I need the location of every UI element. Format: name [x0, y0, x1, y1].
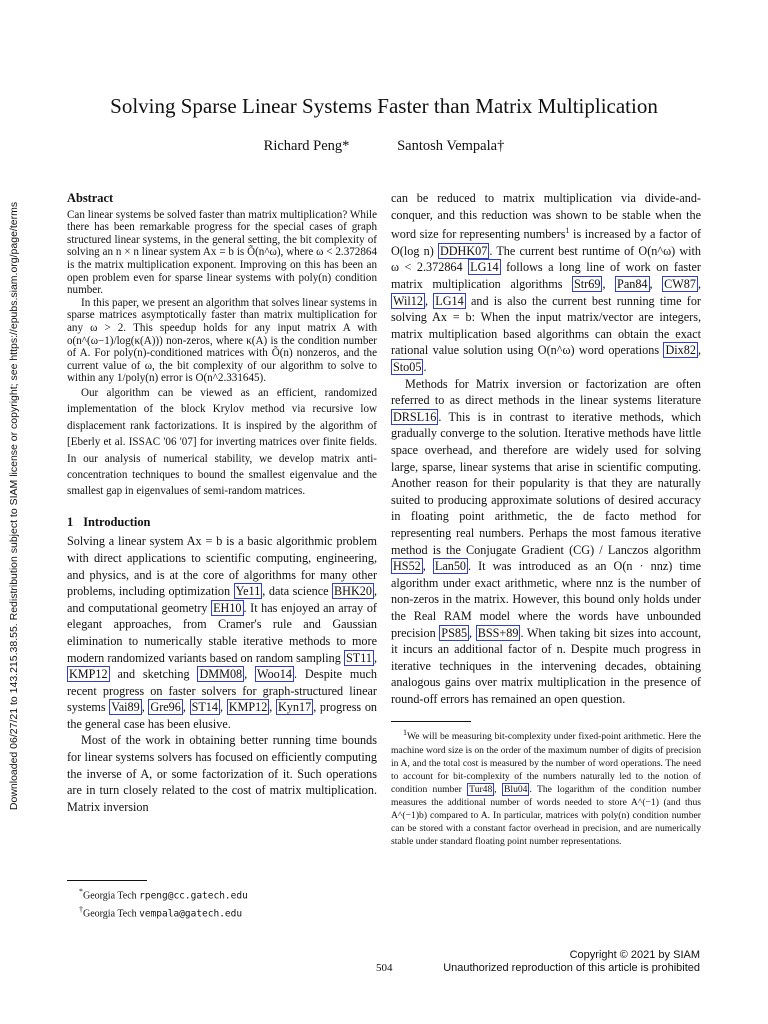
citation-link[interactable]: Woo14 [257, 667, 292, 682]
text-run: . [423, 360, 427, 374]
right-column [391, 190, 701, 848]
footnote-marker[interactable]: 1 [565, 226, 570, 236]
intro-paragraph-1: Solving a linear system Ax = b is a basic algorithmic problem with direct applications to scientific computing, engineering, and physics, and is at the core of algorithms for many other problems, including optimization Ye11 , data science BHK20 , and computational geometry EH10 . It has enjoyed an array of elegant approaches, from Cramer's rule and Gaussian elimination to numerically stable iterative methods to more modern randomized variants based on random sampling ST11 , KMP12 and sketching DMM08 , Woo14 . Despite much recent progress on faster solvers for graph-structured linear systems Vai89 , Gre96 , ST14 , KMP12 , Kyn17 , progress on the general case has been elusive. [67, 534, 378, 731]
citation-link[interactable]: Sto05 [393, 360, 422, 374]
citation-link[interactable]: Wil12 [393, 293, 423, 308]
text-run: We will be measuring bit-complexity under fixed-point arithmetic. Here the machine word size is on the order of the maximum number of digits of precision in A, and the total cost is measured by the number of word operations. The need to account for bit-complexity of the numbers naturally led to the notion of condition number [391, 731, 701, 795]
citation-link[interactable]: DRSL16 [393, 409, 437, 424]
author-list [0, 138, 768, 155]
footnote-divider [391, 721, 471, 722]
citation-link[interactable]: LG14 [435, 293, 464, 308]
author-footnotes [67, 880, 367, 921]
author-footnote-divider [67, 880, 147, 881]
author-1: Richard Peng* [263, 138, 350, 154]
section-heading-introduction [67, 514, 377, 531]
citation-link[interactable]: Vai89 [111, 700, 140, 715]
text-run: . This is in contrast to iterative methods, which gradually converge to the solution. Iterative methods have little space overhead, and therefore are widely used for solving large, sparse, linear systems that arise in scientific computing. Another reason for their popularity is that they are naturally suited to producing approximate solutions of desired accuracy in floating point arithmetic, the de facto method for representing real numbers. Perhaps the most famous iterative method is the Conjugate Gradient (CG) / Lanczos algorithm [391, 409, 701, 557]
text-run: is increased by a factor of O(log n) [391, 227, 701, 258]
copyright-notice [443, 949, 700, 975]
citation-link[interactable]: Kyn17 [278, 700, 312, 715]
citation-link[interactable]: Ye11 [235, 584, 261, 599]
author-footnote-2 [67, 903, 367, 921]
footnote-mark: * [79, 887, 83, 896]
citation-link[interactable]: Gre96 [150, 700, 181, 715]
citation-link[interactable]: CW87 [664, 277, 696, 292]
text-run: . Despite much recent progress on faster solvers for graph-structured linear systems [67, 667, 378, 715]
affiliation: Georgia Tech [83, 890, 137, 902]
abstract [67, 190, 377, 500]
text-run: and is also the current best running time for solving Ax = b: When the input matrix/vector are integers, matrix multiplication based algorithms can obtain the exact rational value solution using O(n^ω) word operations [391, 293, 701, 358]
citation-link[interactable]: Pan84 [617, 277, 648, 292]
intro-paragraph-3: can be reduced to matrix multiplication via divide-and-conquer, and this reduction was shown to be stable when the word size for representing numbers$^1$ is increased by a factor of O(log n) DDHK07 . The current best runtime of O(n^ω) with ω < 2.372864 LG14 follows a long line of work on faster matrix multiplication algorithms Str69 , Pan84 , CW87 , Wil12 , LG14 and is also the current best running time for solving Ax = b: When the input matrix/vector are integers, matrix multiplication based algorithms can obtain the exact rational value solution using O(n^ω) word operations Dix82 , Sto05 . [391, 191, 701, 374]
citation-link[interactable]: EH10 [213, 600, 242, 615]
author-footnote-1 [67, 885, 367, 903]
paper-title: Solving Sparse Linear Systems Faster than Matrix Multiplication [110, 94, 658, 118]
citation-link[interactable]: ST11 [345, 650, 372, 665]
text-run: . When taking bit sizes into account, it incurs an additional factor of n. Despite much progress in iterative techniques in the intervening decades, obtaining analogous gains over matrix multiplication in the presence of round-off errors has remained an open question. [391, 625, 701, 706]
abstract-paragraph-1: Can linear systems be solved faster than matrix multiplication? While there has been remarkable progress for the special cases of graph structured linear systems, in the general setting, the bit complexity of solving an n × n linear system Ax = b is Õ(n^ω), where ω < 2.372864 is the matrix multiplication exponent. Improving on this has been an open problem even for sparse linear systems with poly(n) condition number. [67, 208, 377, 297]
citation-link[interactable]: BSS+89 [477, 625, 519, 640]
text-run: , [373, 650, 377, 665]
citation-link[interactable]: KMP12 [228, 700, 268, 715]
citation-link[interactable]: Dix82 [665, 343, 696, 358]
citation-link[interactable]: Blu04 [504, 783, 528, 795]
footnote-mark: 1 [403, 728, 407, 738]
citation-link[interactable]: Str69 [574, 277, 601, 292]
abstract-paragraph-3: Our algorithm can be viewed as an efficient, randomized implementation of the block Krylov method via recursive low displacement rank factorizations. It is inspired by the algorithm of [Eberly et al. ISSAC '06 '07] for inverting matrices over finite fields. In our analysis of numerical stability, we develop matrix anti-concentration techniques to bound the smallest eigenvalue and the smallest gap in eigenvalues of semi-random matrices. [67, 386, 377, 498]
text-run: Solving a linear system Ax = b is a basic algorithmic problem with direct applications to scientific computing, engineering, and physics, and is at the core of algorithms for many other problems, including optimization [67, 534, 377, 599]
left-column [67, 190, 377, 815]
citation-link[interactable]: LG14 [470, 260, 499, 275]
intro-paragraph-4: Methods for Matrix inversion or factorization are often referred to as direct methods in the linear systems literature DRSL16 . This is in contrast to iterative methods, which gradually converge to the solution. Iterative methods have little space overhead, and therefore are widely used for solving large, sparse, linear systems that arise in scientific computing. Another reason for their popularity is that they are naturally suited to producing approximate solutions of desired accuracy in floating point arithmetic, the de facto method for representing real numbers. Perhaps the most famous iterative method is the Conjugate Gradient (CG) / Lanczos algorithm HS52 , Lan50 . It was introduced as an O(n · nnz) time algorithm under exact arithmetic, where nnz is the number of non-zeros in the matrix. However, this bound only holds under the Real RAM model where the words have unbounded precision PS85 , BSS+89 . When taking bit sizes into account, it incurs an additional factor of n. Despite much progress in iterative techniques in the intervening decades, obtaining analogous gains over matrix multiplication in the presence of round-off errors has remained an open question. [391, 376, 701, 706]
author-2: Santosh Vempala† [397, 138, 505, 154]
text-run: , progress on the general case has been elusive. [67, 700, 378, 731]
section-number: 1 [67, 514, 74, 529]
citation-link[interactable]: KMP12 [69, 667, 108, 682]
citation-link[interactable]: PS85 [441, 625, 468, 640]
citation-link[interactable]: HS52 [393, 559, 421, 574]
page-number: 504 [376, 962, 393, 974]
footnote-1: $^1$We will be measuring bit-complexity under fixed-point arithmetic. Here the machine word size is on the order of the maximum number of digits of precision in A, and the total cost is measured by the number of word operations. The need to account for bit-complexity of the numbers naturally led to the notion of condition number Tur48 , Blu04 . The logarithm of the condition number measures the additional number of words needed to store A^(−1) (and thus A^(−1)b) compared to A. In particular, matrices with poly(n) condition number can be stored with a constant factor overhead in precision, and are numerically stable under standard floating point number representations. [391, 728, 702, 847]
intro-paragraph-2: Most of the work in obtaining better running time bounds for linear systems solvers has focused on efficiently computing the inverse of A, or some factorization of it. Such operations are in turn closely related to the cost of matrix multiplication. Matrix inversion [67, 733, 377, 814]
copyright-line: Copyright © 2021 by SIAM [569, 949, 700, 961]
citation-link[interactable]: DDHK07 [439, 243, 488, 258]
text-run: Methods for Matrix inversion or factorization are often referred to as direct methods in the linear systems literature [391, 376, 701, 408]
text-run: can be reduced to matrix multiplication via divide-and-conquer, and this reduction was shown to be stable when the word size for representing numbers [391, 191, 701, 242]
text-run: . The logarithm of the condition number measures the additional number of words needed to store A^(−1) (and thus A^(−1)b) compared to A. In particular, matrices with poly(n) condition number can be stored with a constant factor overhead in precision, and are numerically stable under standard floating point number representations. [391, 783, 702, 847]
text-run: , data science [262, 584, 333, 599]
citation-link[interactable]: BHK20 [334, 584, 372, 599]
download-notice-text: Downloaded 06/27/21 to 143.215.38.55. Redistribution subject to SIAM license or copyright; see https://epubs.siam.org/page/terms [8, 201, 20, 811]
download-notice-margin [4, 160, 20, 860]
affiliation: Georgia Tech [83, 908, 137, 920]
abstract-heading: Abstract [67, 191, 114, 205]
abstract-paragraph-2: In this paper, we present an algorithm that solves linear systems in sparse matrices asymptotically faster than matrix multiplication for any ω > 2. This speedup holds for any input matrix A with o(n^(ω−1)/log(κ(A))) non-zeros, where κ(A) is the condition number of A. For poly(n)-conditioned matrices with Õ(n) nonzeros, and the current value of ω, the bit complexity of our algorithm to solve to within any 1/poly(n) error is O(n^2.331645). [67, 296, 377, 385]
text-run: . It has enjoyed an array of elegant approaches, from Cramer's rule and Gaussian elimination to numerically stable iterative methods to more modern randomized variants based on random sampling [67, 600, 377, 665]
text-run: follows a long line of work on faster matrix multiplication algorithms [391, 260, 701, 292]
footnote-mark: † [79, 904, 83, 914]
reproduction-notice: Unauthorized reproduction of this article is prohibited [443, 962, 700, 974]
email-link[interactable]: rpeng@cc.gatech.edu [139, 890, 248, 902]
text-run: , [244, 667, 256, 682]
text-run: , and computational geometry [67, 584, 377, 615]
text-run: and sketching [109, 667, 198, 682]
text-run: . It was introduced as an O(n · nnz) time algorithm under exact arithmetic, where nnz is the number of non-zeros in the matrix. However, this bound only holds under the Real RAM model where the words have unbounded precision [391, 559, 701, 640]
text-run: . The current best runtime of O(n^ω) with ω < 2.372864 [391, 243, 701, 275]
citation-link[interactable]: Tur48 [469, 783, 493, 795]
citation-link[interactable]: DMM08 [199, 667, 243, 682]
section-title: Introduction [83, 514, 151, 529]
citation-link[interactable]: Lan50 [434, 559, 467, 574]
email-link[interactable]: vempala@gatech.edu [139, 908, 243, 920]
citation-link[interactable]: ST14 [191, 700, 218, 715]
